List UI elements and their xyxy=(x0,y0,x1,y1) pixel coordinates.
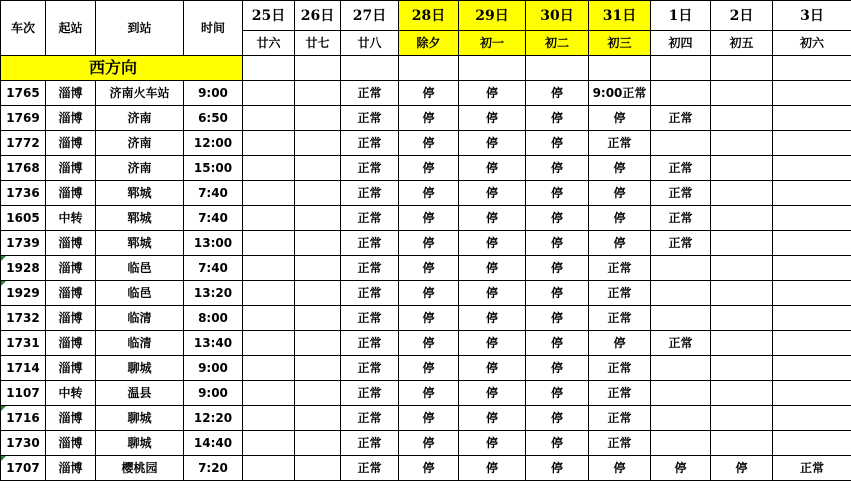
train-no-cell: 1768 xyxy=(1,156,46,181)
status-cell: 停 xyxy=(399,256,459,281)
train-no-cell: 1107 xyxy=(1,381,46,406)
status-cell xyxy=(711,256,773,281)
time-cell: 9:00 xyxy=(184,381,243,406)
destination-cell: 郓城 xyxy=(96,206,184,231)
status-cell xyxy=(243,231,295,256)
status-cell xyxy=(773,181,851,206)
origin-cell: 淄博 xyxy=(46,131,96,156)
time-cell: 6:50 xyxy=(184,106,243,131)
train-no-cell: 1765 xyxy=(1,81,46,106)
status-cell: 停 xyxy=(459,256,526,281)
status-cell: 停 xyxy=(399,231,459,256)
status-cell: 正常 xyxy=(651,156,711,181)
direction-empty-cell xyxy=(589,56,651,81)
status-cell xyxy=(295,431,341,456)
status-cell: 停 xyxy=(459,356,526,381)
status-cell: 停 xyxy=(526,456,589,481)
status-cell xyxy=(773,106,851,131)
header-origin: 起站 xyxy=(46,1,96,56)
table-row xyxy=(1,331,851,356)
time-cell: 7:40 xyxy=(184,256,243,281)
status-cell xyxy=(773,231,851,256)
destination-cell: 济南 xyxy=(96,156,184,181)
status-cell: 停 xyxy=(711,456,773,481)
train-no-cell: 1707 xyxy=(1,456,46,481)
header-date-8: 2日 xyxy=(711,1,773,31)
table-row xyxy=(1,406,851,431)
direction-empty-cell xyxy=(526,56,589,81)
origin-cell: 淄博 xyxy=(46,406,96,431)
time-cell: 8:00 xyxy=(184,306,243,331)
time-cell: 12:00 xyxy=(184,131,243,156)
status-cell xyxy=(243,306,295,331)
time-cell: 12:20 xyxy=(184,406,243,431)
status-cell: 停 xyxy=(399,356,459,381)
status-cell xyxy=(773,406,851,431)
status-cell: 正常 xyxy=(589,356,651,381)
status-cell: 停 xyxy=(399,456,459,481)
table-row xyxy=(1,456,851,481)
status-cell: 停 xyxy=(526,156,589,181)
table-row xyxy=(1,356,851,381)
status-cell: 停 xyxy=(399,281,459,306)
table-row xyxy=(1,206,851,231)
status-cell: 正常 xyxy=(589,281,651,306)
train-no-cell: 1736 xyxy=(1,181,46,206)
status-cell xyxy=(773,381,851,406)
direction-label: 西方向 xyxy=(1,56,243,81)
status-cell: 正常 xyxy=(341,156,399,181)
status-cell xyxy=(711,106,773,131)
status-cell xyxy=(773,331,851,356)
status-cell xyxy=(711,231,773,256)
status-cell: 停 xyxy=(459,106,526,131)
time-cell: 9:00 xyxy=(184,81,243,106)
status-cell: 停 xyxy=(399,306,459,331)
status-cell xyxy=(651,406,711,431)
train-no-cell: 1928 xyxy=(1,256,46,281)
status-cell xyxy=(711,181,773,206)
status-cell xyxy=(773,306,851,331)
status-cell xyxy=(651,306,711,331)
status-cell xyxy=(243,181,295,206)
train-no-cell: 1730 xyxy=(1,431,46,456)
status-cell: 正常 xyxy=(651,181,711,206)
train-no-cell: 1769 xyxy=(1,106,46,131)
status-cell xyxy=(243,456,295,481)
destination-cell: 济南火车站 xyxy=(96,81,184,106)
destination-cell: 聊城 xyxy=(96,406,184,431)
status-cell xyxy=(295,106,341,131)
status-cell xyxy=(711,281,773,306)
origin-cell: 淄博 xyxy=(46,431,96,456)
status-cell xyxy=(243,281,295,306)
origin-cell: 淄博 xyxy=(46,81,96,106)
train-no-cell: 1605 xyxy=(1,206,46,231)
status-cell xyxy=(773,356,851,381)
status-cell: 正常 xyxy=(341,231,399,256)
status-cell: 正常 xyxy=(651,331,711,356)
status-cell: 正常 xyxy=(341,81,399,106)
status-cell xyxy=(243,106,295,131)
status-cell: 停 xyxy=(459,231,526,256)
status-cell: 停 xyxy=(526,406,589,431)
direction-empty-cell xyxy=(243,56,295,81)
header-date-3: 28日 xyxy=(399,1,459,31)
status-cell: 正常 xyxy=(589,381,651,406)
status-cell: 正常 xyxy=(341,331,399,356)
status-cell xyxy=(711,356,773,381)
status-cell xyxy=(651,281,711,306)
status-cell xyxy=(651,131,711,156)
status-cell: 停 xyxy=(526,431,589,456)
status-cell: 正常 xyxy=(341,181,399,206)
destination-cell: 郓城 xyxy=(96,231,184,256)
status-cell xyxy=(295,281,341,306)
status-cell: 停 xyxy=(399,206,459,231)
status-cell: 停 xyxy=(589,456,651,481)
status-cell: 停 xyxy=(399,156,459,181)
header-date-0: 25日 xyxy=(243,1,295,31)
origin-cell: 淄博 xyxy=(46,181,96,206)
status-cell: 停 xyxy=(589,156,651,181)
status-cell xyxy=(295,81,341,106)
destination-cell: 聊城 xyxy=(96,356,184,381)
status-cell: 停 xyxy=(459,306,526,331)
status-cell xyxy=(295,331,341,356)
status-cell: 停 xyxy=(459,156,526,181)
status-cell: 停 xyxy=(399,431,459,456)
status-cell: 正常 xyxy=(341,356,399,381)
direction-empty-cell xyxy=(399,56,459,81)
status-cell xyxy=(711,331,773,356)
status-cell: 正常 xyxy=(341,381,399,406)
status-cell: 正常 xyxy=(341,131,399,156)
status-cell xyxy=(773,81,851,106)
header-lunar-1: 廿七 xyxy=(295,31,341,56)
status-cell: 正常 xyxy=(341,281,399,306)
table-row xyxy=(1,381,851,406)
destination-cell: 樱桃园 xyxy=(96,456,184,481)
time-cell: 13:00 xyxy=(184,231,243,256)
status-cell: 停 xyxy=(589,331,651,356)
destination-cell: 济南 xyxy=(96,106,184,131)
status-cell: 停 xyxy=(459,181,526,206)
header-date-9: 3日 xyxy=(773,1,851,31)
destination-cell: 临清 xyxy=(96,331,184,356)
status-cell xyxy=(711,406,773,431)
status-cell: 正常 xyxy=(341,206,399,231)
status-cell xyxy=(243,81,295,106)
status-cell xyxy=(651,356,711,381)
table-row xyxy=(1,131,851,156)
direction-empty-cell xyxy=(341,56,399,81)
status-cell: 停 xyxy=(399,331,459,356)
status-cell: 停 xyxy=(399,81,459,106)
header-train-no: 车次 xyxy=(1,1,46,56)
status-cell xyxy=(243,431,295,456)
status-cell xyxy=(295,131,341,156)
status-cell xyxy=(711,81,773,106)
status-cell: 正常 xyxy=(651,231,711,256)
header-date-5: 30日 xyxy=(526,1,589,31)
status-cell: 停 xyxy=(526,331,589,356)
header-lunar-7: 初四 xyxy=(651,31,711,56)
table-row xyxy=(1,181,851,206)
time-cell: 14:40 xyxy=(184,431,243,456)
train-no-cell: 1929 xyxy=(1,281,46,306)
status-cell: 正常 xyxy=(589,406,651,431)
status-cell xyxy=(243,256,295,281)
origin-cell: 中转 xyxy=(46,206,96,231)
status-cell: 停 xyxy=(526,381,589,406)
time-cell: 9:00 xyxy=(184,356,243,381)
status-cell xyxy=(243,356,295,381)
status-cell xyxy=(295,231,341,256)
status-cell: 停 xyxy=(399,381,459,406)
header-date-4: 29日 xyxy=(459,1,526,31)
origin-cell: 淄博 xyxy=(46,331,96,356)
time-cell: 7:20 xyxy=(184,456,243,481)
status-cell xyxy=(773,206,851,231)
status-cell xyxy=(295,456,341,481)
status-cell xyxy=(295,256,341,281)
status-cell: 停 xyxy=(459,456,526,481)
status-cell: 停 xyxy=(526,181,589,206)
origin-cell: 淄博 xyxy=(46,356,96,381)
status-cell: 停 xyxy=(399,406,459,431)
status-cell: 正常 xyxy=(589,431,651,456)
status-cell xyxy=(711,431,773,456)
header-lunar-8: 初五 xyxy=(711,31,773,56)
origin-cell: 淄博 xyxy=(46,156,96,181)
status-cell xyxy=(243,406,295,431)
status-cell: 停 xyxy=(459,381,526,406)
status-cell: 正常 xyxy=(589,306,651,331)
status-cell: 正常 xyxy=(773,456,851,481)
destination-cell: 温县 xyxy=(96,381,184,406)
train-no-cell: 1714 xyxy=(1,356,46,381)
status-cell xyxy=(651,256,711,281)
status-cell: 停 xyxy=(459,131,526,156)
status-cell: 停 xyxy=(651,456,711,481)
status-cell xyxy=(651,431,711,456)
header-lunar-6: 初三 xyxy=(589,31,651,56)
origin-cell: 中转 xyxy=(46,381,96,406)
train-no-cell: 1739 xyxy=(1,231,46,256)
origin-cell: 淄博 xyxy=(46,231,96,256)
header-lunar-2: 廿八 xyxy=(341,31,399,56)
status-cell: 停 xyxy=(526,131,589,156)
status-cell xyxy=(295,306,341,331)
status-cell: 正常 xyxy=(651,106,711,131)
direction-empty-cell xyxy=(711,56,773,81)
status-cell: 停 xyxy=(399,181,459,206)
status-cell: 正常 xyxy=(341,106,399,131)
status-cell xyxy=(295,381,341,406)
direction-empty-cell xyxy=(295,56,341,81)
status-cell: 停 xyxy=(526,306,589,331)
origin-cell: 淄博 xyxy=(46,256,96,281)
status-cell: 停 xyxy=(459,406,526,431)
status-cell xyxy=(773,256,851,281)
status-cell: 停 xyxy=(399,106,459,131)
status-cell: 停 xyxy=(526,281,589,306)
header-time: 时间 xyxy=(184,1,243,56)
origin-cell: 淄博 xyxy=(46,106,96,131)
status-cell xyxy=(711,206,773,231)
status-cell: 正常 xyxy=(341,456,399,481)
status-cell xyxy=(243,381,295,406)
time-cell: 7:40 xyxy=(184,181,243,206)
origin-cell: 淄博 xyxy=(46,306,96,331)
header-lunar-3: 除夕 xyxy=(399,31,459,56)
table-row xyxy=(1,281,851,306)
header-date-7: 1日 xyxy=(651,1,711,31)
status-cell: 停 xyxy=(526,206,589,231)
status-cell: 停 xyxy=(526,81,589,106)
status-cell xyxy=(295,181,341,206)
status-cell: 正常 xyxy=(651,206,711,231)
destination-cell: 济南 xyxy=(96,131,184,156)
header-date-6: 31日 xyxy=(589,1,651,31)
status-cell: 停 xyxy=(459,206,526,231)
header-lunar-9: 初六 xyxy=(773,31,851,56)
status-cell xyxy=(773,131,851,156)
status-cell: 停 xyxy=(459,81,526,106)
table-row xyxy=(1,431,851,456)
status-cell xyxy=(711,381,773,406)
status-cell xyxy=(711,306,773,331)
status-cell: 停 xyxy=(459,431,526,456)
time-cell: 13:20 xyxy=(184,281,243,306)
time-cell: 15:00 xyxy=(184,156,243,181)
header-lunar-5: 初二 xyxy=(526,31,589,56)
header-date-1: 26日 xyxy=(295,1,341,31)
status-cell: 停 xyxy=(589,181,651,206)
header-date-2: 27日 xyxy=(341,1,399,31)
train-no-cell: 1731 xyxy=(1,331,46,356)
status-cell: 正常 xyxy=(341,431,399,456)
header-lunar-4: 初一 xyxy=(459,31,526,56)
header-lunar-0: 廿六 xyxy=(243,31,295,56)
status-cell xyxy=(243,206,295,231)
destination-cell: 临清 xyxy=(96,306,184,331)
status-cell: 正常 xyxy=(589,131,651,156)
status-cell: 停 xyxy=(589,206,651,231)
status-cell xyxy=(295,206,341,231)
table-row xyxy=(1,81,851,106)
time-cell: 7:40 xyxy=(184,206,243,231)
status-cell: 停 xyxy=(459,281,526,306)
status-cell xyxy=(773,431,851,456)
status-cell: 正常 xyxy=(341,406,399,431)
table-row xyxy=(1,156,851,181)
status-cell xyxy=(243,331,295,356)
status-cell: 正常 xyxy=(589,256,651,281)
status-cell: 停 xyxy=(526,356,589,381)
table-row xyxy=(1,231,851,256)
status-cell: 停 xyxy=(526,256,589,281)
destination-cell: 临邑 xyxy=(96,281,184,306)
destination-cell: 郓城 xyxy=(96,181,184,206)
table-row xyxy=(1,106,851,131)
status-cell xyxy=(651,381,711,406)
header-destination: 到站 xyxy=(96,1,184,56)
table-row xyxy=(1,306,851,331)
time-cell: 13:40 xyxy=(184,331,243,356)
status-cell xyxy=(243,131,295,156)
status-cell xyxy=(295,406,341,431)
direction-empty-cell xyxy=(651,56,711,81)
destination-cell: 聊城 xyxy=(96,431,184,456)
status-cell: 停 xyxy=(589,231,651,256)
status-cell: 停 xyxy=(459,331,526,356)
train-no-cell: 1732 xyxy=(1,306,46,331)
status-cell xyxy=(711,156,773,181)
status-cell: 9:00正常 xyxy=(589,81,651,106)
status-cell: 停 xyxy=(526,106,589,131)
status-cell: 停 xyxy=(589,106,651,131)
destination-cell: 临邑 xyxy=(96,256,184,281)
status-cell xyxy=(295,356,341,381)
direction-empty-cell xyxy=(459,56,526,81)
status-cell: 停 xyxy=(399,131,459,156)
origin-cell: 淄博 xyxy=(46,456,96,481)
status-cell xyxy=(773,156,851,181)
table-row xyxy=(1,256,851,281)
status-cell xyxy=(295,156,341,181)
train-no-cell: 1716 xyxy=(1,406,46,431)
status-cell xyxy=(243,156,295,181)
status-cell: 正常 xyxy=(341,306,399,331)
status-cell xyxy=(711,131,773,156)
train-no-cell: 1772 xyxy=(1,131,46,156)
status-cell xyxy=(773,281,851,306)
origin-cell: 淄博 xyxy=(46,281,96,306)
direction-empty-cell xyxy=(773,56,851,81)
status-cell: 停 xyxy=(526,231,589,256)
status-cell xyxy=(651,81,711,106)
status-cell: 正常 xyxy=(341,256,399,281)
